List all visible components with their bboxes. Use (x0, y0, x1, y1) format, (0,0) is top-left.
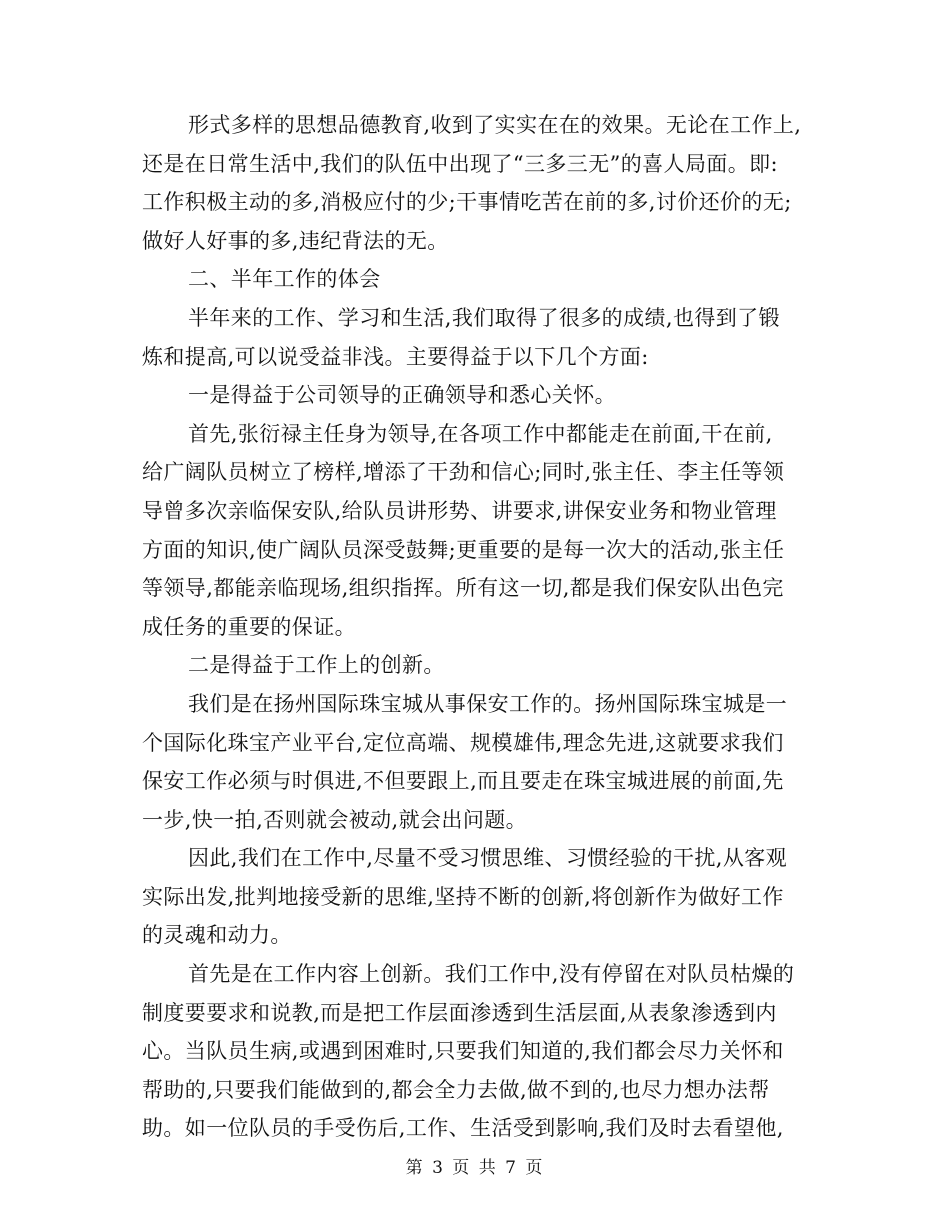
text-line: 等领导,都能亲临现场,组织指挥。所有这一切,都是我们保安队出色完 (142, 576, 784, 601)
text-line: 给广阔队员树立了榜样,增添了干劲和信心;同时,张主任、李主任等领 (142, 460, 785, 485)
text-line: 助。如一位队员的手受伤后,工作、生活受到影响,我们及时去看望他, (142, 1116, 784, 1141)
text-line: 制度要要求和说教,而是把工作层面渗透到生活层面,从表象渗透到内 (142, 1000, 777, 1025)
text-line: 个国际化珠宝产业平台,定位高端、规模雄伟,理念先进,这就要求我们 (142, 730, 784, 755)
text-line: 炼和提高,可以说受益非浅。主要得益于以下几个方面: (142, 344, 649, 369)
body-text (142, 106, 812, 1148)
subsection-heading: 一是得益于公司领导的正确领导和悉心关怀。 (188, 383, 616, 408)
text-line: 做好人好事的多,违纪背法的无。 (142, 228, 449, 253)
text-line: 首先是在工作内容上创新。我们工作中,没有停留在对队员枯燥的 (188, 962, 795, 987)
text-line: 工作积极主动的多,消极应付的少;干事情吃苦在前的多,讨价还价的无; (142, 190, 792, 215)
section-heading: 二、半年工作的体会 (188, 267, 381, 292)
text-line: 导曾多次亲临保安队,给队员讲形势、讲要求,讲保安业务和物业管理 (142, 498, 777, 523)
subsection-heading: 二是得益于工作上的创新。 (188, 653, 445, 678)
text-line: 心。当队员生病,或遇到困难时,只要我们知道的,我们都会尽力关怀和 (142, 1039, 784, 1064)
text-line: 形式多样的思想品德教育,收到了实实在在的效果。无论在工作上, (188, 113, 802, 137)
page-number-footer: 第 3 页 共 7 页 (405, 1158, 545, 1178)
text-line: 半年来的工作、学习和生活,我们取得了很多的成绩,也得到了锻 (188, 305, 780, 330)
text-line: 首先,张衍禄主任身为领导,在各项工作中都能走在前面,干在前, (188, 421, 773, 446)
text-line: 一步,快一拍,否则就会被动,就会出问题。 (142, 807, 528, 832)
text-line: 的灵魂和动力。 (142, 923, 292, 948)
text-line: 因此,我们在工作中,尽量不受习惯思维、习惯经验的干扰,从客观 (188, 846, 788, 871)
text-line: 我们是在扬州国际珠宝城从事保安工作的。扬州国际珠宝城是一 (188, 691, 788, 716)
text-line: 帮助的,只要我们能做到的,都会全力去做,做不到的,也尽力想办法帮 (142, 1077, 770, 1102)
text-line: 方面的知识,使广阔队员深受鼓舞;更重要的是每一次大的活动,张主任 (142, 537, 785, 562)
text-line: 成任务的重要的保证。 (142, 614, 356, 639)
text-line: 保安工作必须与时俱进,不但要跟上,而且要走在珠宝城进展的前面,先 (142, 769, 784, 794)
text-line: 还是在日常生活中,我们的队伍中出现了“三多三无”的喜人局面。即: (142, 151, 779, 176)
text-line: 实际出发,批判地接受新的思维,坚持不断的创新,将创新作为做好工作 (142, 884, 784, 909)
